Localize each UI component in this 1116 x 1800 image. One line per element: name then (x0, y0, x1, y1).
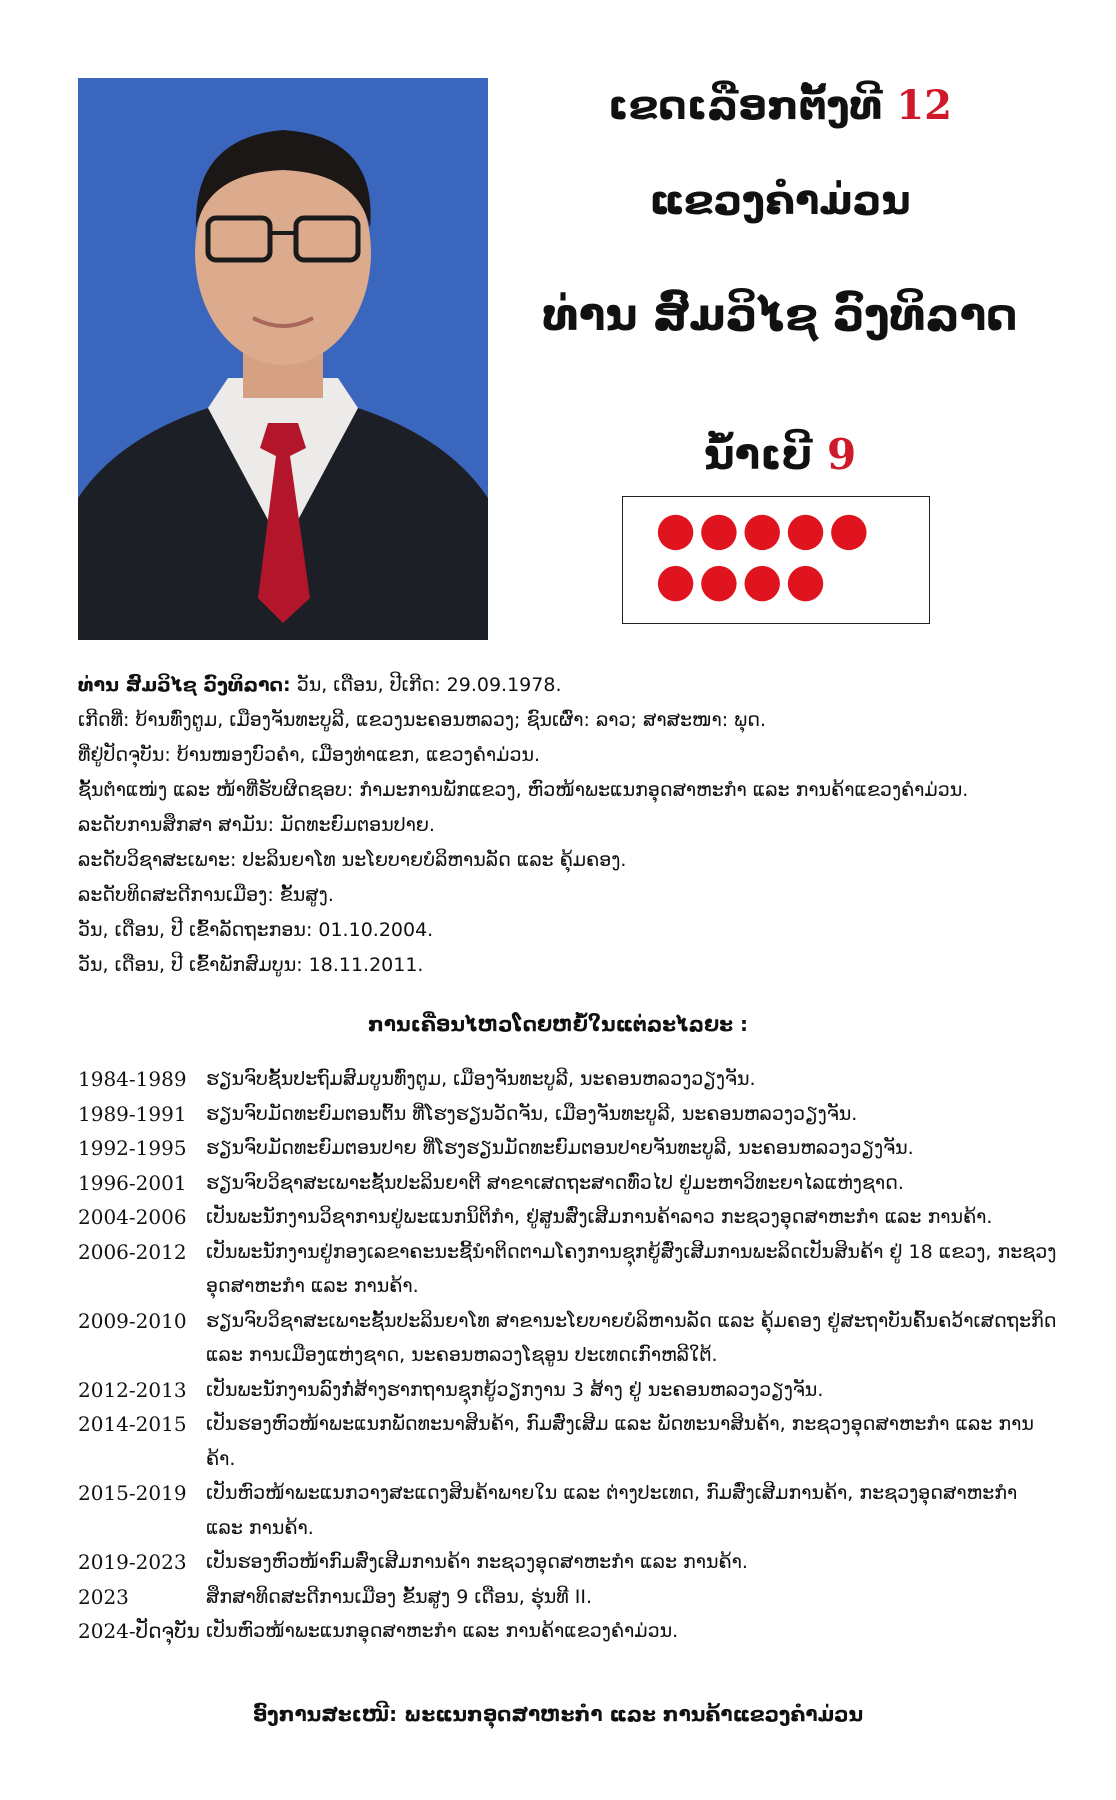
ballot-dot (658, 566, 693, 601)
ballot-dots (623, 497, 929, 623)
timeline-row (78, 1200, 1058, 1235)
district-label: ເຂດເລືອກຕັ້ງທີ (608, 83, 883, 129)
timeline-years: 1984-1989 (78, 1067, 187, 1091)
timeline-years: 1989-1991 (78, 1101, 187, 1126)
info-birthplace: ເກີດທີ່: ບ້ານທົ່ງຕູມ, ເມືອງຈັນທະບູລີ, ແຂວງນະຄອນຫລວງ; ຊົນເຜົ່າ: ລາວ; ສາສະໜາ: ພຸດ. (78, 709, 766, 731)
ballot-dot (701, 515, 736, 550)
candidate-name-heading: ທ່ານ ສົມວິໄຊ ວົງທິລາດ (542, 290, 1018, 341)
info-position: ຊັ້ນຕໍາແໜ່ງ ແລະ ໜ້າທີ່ຮັບຜິດຊອບ: ກໍາມະການພັກແຂວງ, ຫົວໜ້າພະແນກອຸດສາຫະກໍາ ແລະ ການຄ້າແຂວງຄໍາມ່ວນ. (78, 779, 969, 801)
timeline-text: ເປັນຮອງຫົວໜ້າພະແນກພັດທະນາສິນຄ້າ, ກົມສົ່ງເສີມ ແລະ ພັດທະນາສິນຄ້າ, ກະຊວງອຸດສາຫະກໍາ ແລະ ການຄ້າ. (206, 1413, 1034, 1470)
timeline-years: 2024-ປັດຈຸບັນ (78, 1619, 200, 1643)
info-residence: ທີ່ຢູ່ປັດຈຸບັນ: ບ້ານໜອງບົວຄໍາ, ເມືອງທ່າແຂກ, ແຂວງຄໍາມ່ວນ. (78, 744, 541, 766)
info-birthdate: ວັນ, ເດືອນ, ປີເກີດ: 29.09.1978. (290, 674, 562, 696)
info-specialized-edu: ລະດັບວິຊາສະເພາະ: ປະລິນຍາໂທ ນະໂຍບາຍບໍລິຫານລັດ ແລະ ຄຸ້ມຄອງ. (78, 849, 627, 871)
ballot-number-heading (540, 430, 1020, 479)
timeline-text: ເປັນພະນັກງານຢູ່ກອງເລຂາຄະນະຊີ້ນໍາຕິດຕາມໂຄງການຊຸກຍູ້ສົ່ງເສີມການພະລິດເປັນສິນຄ້າ ຢູ່ 18 ແຂວງ, ກະຊວງອຸດສາຫະກໍາ ແລະ ການຄ້າ. (206, 1240, 1057, 1297)
timeline-years: 2023 (78, 1584, 129, 1609)
timeline-row (78, 1407, 1058, 1476)
ballot-label: ນໍ້າເບີ (703, 430, 813, 479)
info-name: ທ່ານ ສົມວິໄຊ ວົງທິລາດ: (78, 674, 291, 696)
timeline-text: ເປັນພະນັກງານວິຊາການຢູ່ພະແນກນິຕິກໍາ, ຢູ່ສູນສົ່ງເສີມການຄ້າລາວ ກະຊວງອຸດສາຫະກໍາ ແລະ ການຄ້າ. (206, 1206, 993, 1228)
timeline-row (78, 1580, 1058, 1615)
timeline-years: 2006-2012 (78, 1239, 187, 1264)
timeline-years: 1992-1995 (78, 1136, 187, 1160)
timeline-text: ເປັນຫົວໜ້າພະແນກວາງສະແດງສິນຄ້າພາຍໃນ ແລະ ຕ່າງປະເທດ, ກົມສົ່ງເສີມການຄ້າ, ກະຊວງອຸດສາຫະກໍາ ແລະ ການຄ້າ. (206, 1482, 1018, 1539)
timeline-row (78, 1373, 1058, 1408)
timeline-text: ຮຽນຈົບຊັ້ນປະຖົມສົມບູນທົ່ງຕູມ, ເມືອງຈັນທະບູລີ, ນະຄອນຫລວງວຽງຈັນ. (206, 1068, 756, 1090)
timeline-text: ເປັນພະນັກງານລົງກໍ່ສ້າງຮາກຖານຊຸກຍູ້ວຽກງານ 3 ສ້າງ ຢູ່ ນະຄອນຫລວງວຽງຈັນ. (206, 1378, 824, 1401)
timeline-text: ເປັນຫົວໜ້າພະແນກອຸດສາຫະກໍາ ແລະ ການຄ້າແຂວງຄໍາມ່ວນ. (206, 1620, 679, 1642)
district-heading (540, 82, 1020, 129)
timeline-years: 2015-2019 (78, 1481, 187, 1505)
info-political-theory: ລະດັບທິດສະດີການເມືອງ: ຂັ້ນສູງ. (78, 884, 334, 906)
info-general-edu: ລະດັບການສຶກສາ ສາມັນ: ມັດທະຍົມຕອນປາຍ. (78, 814, 435, 836)
timeline-years: 2014-2015 (78, 1412, 187, 1436)
timeline-row (78, 1545, 1058, 1580)
timeline-row (78, 1235, 1058, 1304)
timeline-row (78, 1097, 1058, 1132)
timeline-years: 2009-2010 (78, 1308, 187, 1333)
ballot-dot (658, 515, 693, 550)
timeline-row (78, 1304, 1058, 1373)
timeline-text: ຮຽນຈົບວິຊາສະເພາະຊັ້ນປະລິນຍາຕີ ສາຂາເສດຖະສາດທົ່ວໄປ ຢູ່ມະຫາວິທະຍາໄລແຫ່ງຊາດ. (206, 1171, 904, 1194)
timeline-text: ເປັນຮອງຫົວໜ້າກົມສົ່ງເສີມການຄ້າ ກະຊວງອຸດສາຫະກໍາ ແລະ ການຄ້າ. (206, 1551, 748, 1573)
timeline-title: ການເຄື່ອນໄຫວໂດຍຫຍໍ້ໃນແຕ່ລະໄລຍະ : (367, 1012, 748, 1036)
timeline-row (78, 1131, 1058, 1166)
timeline-list (78, 1062, 1058, 1649)
info-birthdate-line (78, 668, 1058, 703)
timeline-years: 2019-2023 (78, 1550, 187, 1574)
ballot-number: 9 (826, 430, 857, 479)
ballot-dot (745, 515, 780, 550)
candidate-portrait (78, 78, 488, 640)
timeline-row (78, 1476, 1058, 1545)
ballot-dots-box (622, 496, 930, 624)
timeline-text: ຮຽນຈົບມັດທະຍົມຕອນຕົ້ນ ທີ່ໂຮງຮຽນວັດຈັນ, ເມືອງຈັນທະບູລີ, ນະຄອນຫລວງວຽງຈັນ. (206, 1102, 858, 1125)
timeline-years: 2012-2013 (78, 1377, 187, 1402)
ballot-dot (745, 566, 780, 601)
ballot-dot (788, 566, 823, 601)
district-number: 12 (896, 82, 952, 129)
info-joined-civil-service: ວັນ, ເດືອນ, ປີ ເຂົ້າລັດຖະກອນ: 01.10.2004. (78, 919, 434, 941)
ballot-dot (831, 515, 866, 550)
timeline-text: ຮຽນຈົບມັດທະຍົມຕອນປາຍ ທີ່ໂຮງຮຽນມັດທະຍົມຕອນປາຍຈັນທະບູລີ, ນະຄອນຫລວງວຽງຈັນ. (206, 1137, 914, 1159)
ballot-dot (788, 515, 823, 550)
ballot-dot (701, 566, 736, 601)
timeline-row (78, 1062, 1058, 1097)
info-joined-party: ວັນ, ເດືອນ, ປີ ເຂົ້າພັກສົມບູນ: 18.11.2011. (78, 954, 424, 976)
province-heading: ແຂວງຄໍາມ່ວນ (649, 178, 911, 224)
timeline-row (78, 1166, 1058, 1201)
timeline-years: 2004-2006 (78, 1205, 187, 1229)
candidate-info (78, 668, 1058, 983)
timeline-years: 1996-2001 (78, 1170, 187, 1195)
timeline-text: ສຶກສາທິດສະດີການເມືອງ ຂັ້ນສູງ 9 ເດືອນ, ຮຸ່ນທີ II. (206, 1585, 593, 1608)
timeline-text: ຮຽນຈົບວິຊາສະເພາະຊັ້ນປະລິນຍາໂທ ສາຂານະໂຍບາຍບໍລິຫານລັດ ແລະ ຄຸ້ມຄອງ ຢູ່ສະຖາບັນຄົ້ນຄວ້າເສດຖະກິດ ແລະ ການເມືອງແຫ່ງຊາດ, ນະຄອນຫລວງໂຊອູນ ປະເທດເກົາຫລີໃຕ້. (206, 1309, 1057, 1366)
proposing-organization: ອົງການສະເໜີ: ພະແນກອຸດສາຫະກໍາ ແລະ ການຄ້າແຂວງຄໍາມ່ວນ (252, 1702, 864, 1726)
timeline-row (78, 1614, 1058, 1649)
